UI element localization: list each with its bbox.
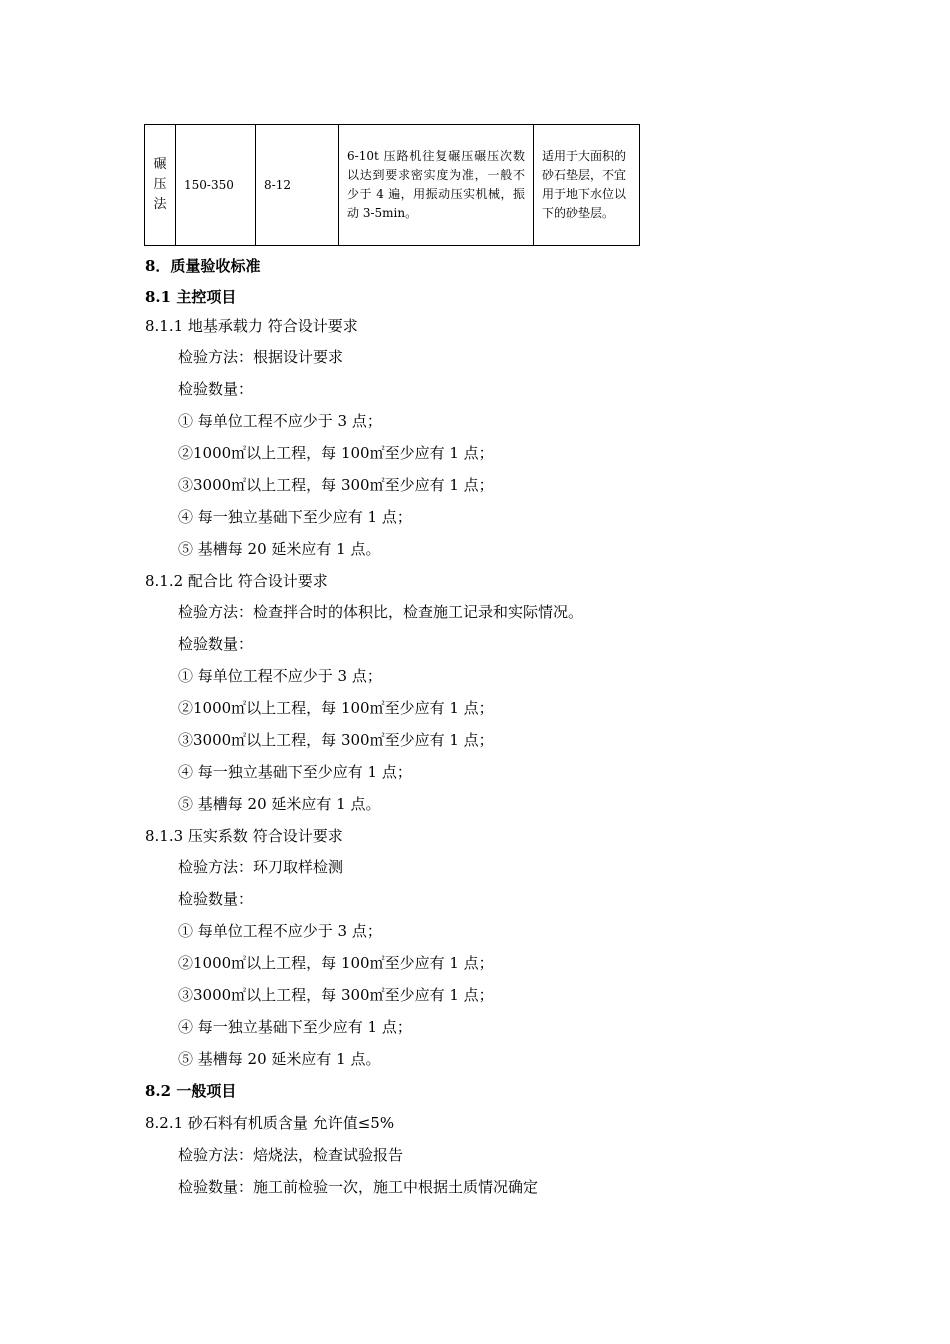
passes-cell: 8-12 [256, 125, 339, 246]
inspection-quantity-label: 检验数量： [178, 890, 254, 908]
list-item: ⑤ 基槽每 20 延米应有 1 点。 [178, 795, 381, 813]
inspection-method: 检验方法：环刀取样检测 [178, 858, 344, 876]
item-title: 8.1.2 配合比 符合设计要求 [145, 572, 328, 590]
list-item: ②1000㎡以上工程，每 100㎡至少应有 1 点； [178, 699, 494, 717]
item-title: 8.2.1 砂石料有机质含量 允许值≤5% [145, 1114, 395, 1132]
inspection-quantity-label: 检验数量： [178, 635, 254, 653]
list-item: ① 每单位工程不应少于 3 点； [178, 922, 382, 940]
inspection-method: 检验方法：根据设计要求 [178, 348, 344, 366]
list-item: ① 每单位工程不应少于 3 点； [178, 412, 382, 430]
list-item: ③3000㎡以上工程，每 300㎡至少应有 1 点； [178, 476, 494, 494]
table-row [145, 125, 640, 246]
method-name: 碾压法 [153, 157, 167, 212]
list-item: ③3000㎡以上工程，每 300㎡至少应有 1 点； [178, 986, 494, 1004]
list-item: ⑤ 基槽每 20 延米应有 1 点。 [178, 1050, 381, 1068]
subsection-heading: 8.1 主控项目 [145, 288, 237, 306]
list-item: ②1000㎡以上工程，每 100㎡至少应有 1 点； [178, 954, 494, 972]
method-cell [145, 125, 176, 246]
description-cell: 6-10t 压路机往复碾压碾压次数以达到要求密实度为准，一般不少于 4 遍，用振动压实机械，振动 3-5min。 [339, 125, 534, 246]
list-item: ②1000㎡以上工程，每 100㎡至少应有 1 点； [178, 444, 494, 462]
inspection-quantity: 检验数量：施工前检验一次，施工中根据土质情况确定 [178, 1178, 539, 1196]
inspection-quantity-label: 检验数量： [178, 380, 254, 398]
thickness-cell: 150-350 [176, 125, 256, 246]
inspection-method: 检验方法：焙烧法，检查试验报告 [178, 1146, 404, 1164]
list-item: ① 每单位工程不应少于 3 点； [178, 667, 382, 685]
section-heading: 8．质量验收标准 [145, 257, 261, 275]
list-item: ④ 每一独立基础下至少应有 1 点； [178, 508, 412, 526]
list-item: ④ 每一独立基础下至少应有 1 点； [178, 1018, 412, 1036]
item-title: 8.1.3 压实系数 符合设计要求 [145, 827, 343, 845]
list-item: ⑤ 基槽每 20 延米应有 1 点。 [178, 540, 381, 558]
list-item: ④ 每一独立基础下至少应有 1 点； [178, 763, 412, 781]
compaction-method-table [144, 124, 640, 246]
inspection-method: 检验方法：检查拌合时的体积比，检查施工记录和实际情况。 [178, 603, 584, 621]
item-title: 8.1.1 地基承载力 符合设计要求 [145, 317, 358, 335]
remark-cell: 适用于大面积的砂石垫层，不宜用于地下水位以下的砂垫层。 [534, 125, 640, 246]
list-item: ③3000㎡以上工程，每 300㎡至少应有 1 点； [178, 731, 494, 749]
subsection-heading: 8.2 一般项目 [145, 1082, 237, 1100]
